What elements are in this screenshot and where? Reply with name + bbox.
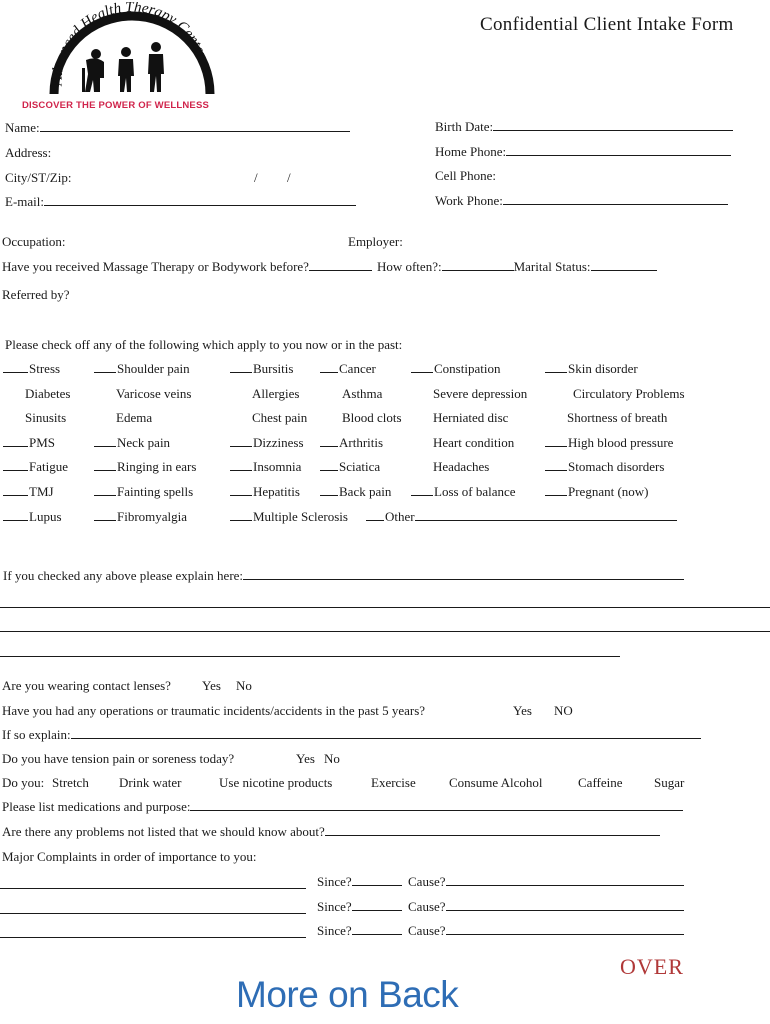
occupation-field[interactable] xyxy=(2,234,66,250)
condition-checkbox[interactable] xyxy=(3,509,62,525)
explain-field[interactable] xyxy=(3,568,684,584)
explain-label: If you checked any above please explain here: xyxy=(3,568,244,583)
condition-checkbox[interactable] xyxy=(94,410,152,426)
conditions-intro: Please check off any of the following which apply to you now or in the past: xyxy=(5,337,403,352)
complaint-line[interactable] xyxy=(0,913,306,914)
condition-label: Fibromyalgia xyxy=(117,509,188,524)
problems-field[interactable] xyxy=(2,824,660,840)
form-title: Confidential Client Intake Form xyxy=(480,14,734,35)
since-field[interactable] xyxy=(317,899,402,915)
condition-check-blank[interactable] xyxy=(94,361,116,373)
name-label: Name: xyxy=(5,120,40,135)
condition-check-blank[interactable] xyxy=(94,459,116,471)
condition-checkbox[interactable] xyxy=(94,386,191,402)
condition-label: Severe depression xyxy=(433,386,528,401)
condition-checkbox[interactable] xyxy=(3,459,68,475)
operations-question: Have you had any operations or traumatic incidents/accidents in the past 5 years? xyxy=(2,703,426,718)
condition-label: Chest pain xyxy=(252,410,308,425)
condition-label: Sciatica xyxy=(339,459,381,474)
condition-checkbox[interactable] xyxy=(230,484,300,500)
if-so-label: If so explain: xyxy=(2,727,71,742)
condition-label: Other xyxy=(385,509,415,524)
if-so-field[interactable] xyxy=(2,727,701,743)
condition-checkbox[interactable] xyxy=(230,459,301,475)
condition-check-blank[interactable] xyxy=(320,484,338,496)
condition-label: Bursitis xyxy=(253,361,294,376)
condition-label: Skin disorder xyxy=(568,361,638,376)
birth-date-label: Birth Date: xyxy=(435,119,494,134)
condition-checkbox[interactable] xyxy=(320,361,376,377)
condition-label: Multiple Sclerosis xyxy=(253,509,348,524)
tension-no-option[interactable]: No xyxy=(324,751,340,766)
condition-check-blank[interactable] xyxy=(545,435,567,447)
condition-label: Ringing in ears xyxy=(117,459,197,474)
address-label: Address: xyxy=(5,145,52,160)
condition-label: Stomach disorders xyxy=(568,459,665,474)
referred-label: Referred by? xyxy=(2,287,70,302)
condition-label: PMS xyxy=(29,435,56,450)
condition-label: Arthritis xyxy=(339,435,384,450)
condition-check-blank[interactable] xyxy=(320,435,338,447)
condition-check-blank[interactable] xyxy=(545,361,567,373)
condition-label: Varicose veins xyxy=(116,386,192,401)
logo xyxy=(30,2,230,102)
condition-checkbox[interactable] xyxy=(320,386,382,402)
condition-checkbox[interactable] xyxy=(411,410,508,426)
condition-label: Circulatory Problems xyxy=(573,386,685,401)
problems-label: Are there any problems not listed that we should know about? xyxy=(2,824,325,839)
condition-label: Fatigue xyxy=(29,459,68,474)
condition-checkbox[interactable] xyxy=(411,484,516,500)
employer-label: Employer: xyxy=(348,234,403,249)
condition-label: High blood pressure xyxy=(568,435,674,450)
condition-checkbox[interactable] xyxy=(411,459,489,475)
condition-checkbox[interactable] xyxy=(3,361,60,377)
condition-checkbox[interactable] xyxy=(366,509,678,525)
condition-label: Insomnia xyxy=(253,459,302,474)
condition-checkbox[interactable] xyxy=(3,435,55,451)
condition-label: Diabetes xyxy=(25,386,71,401)
condition-label: Shoulder pain xyxy=(117,361,190,376)
condition-label: Loss of balance xyxy=(434,484,516,499)
condition-label: Pregnant (now) xyxy=(568,484,649,499)
condition-check-blank[interactable] xyxy=(230,509,252,521)
since-field[interactable] xyxy=(317,923,402,939)
condition-check-blank[interactable] xyxy=(411,361,433,373)
since-label: Since? xyxy=(317,874,352,889)
how-often-label: How often?: xyxy=(376,259,442,274)
condition-label: Lupus xyxy=(29,509,62,524)
habit-option[interactable]: Exercise xyxy=(371,775,416,790)
cause-field[interactable] xyxy=(408,874,684,890)
condition-checkbox[interactable] xyxy=(94,435,170,451)
condition-checkbox[interactable] xyxy=(230,435,304,451)
condition-check-blank[interactable] xyxy=(545,484,567,496)
explain-line-2[interactable] xyxy=(0,631,770,632)
condition-checkbox[interactable] xyxy=(545,386,685,402)
birth-date-field[interactable] xyxy=(435,119,733,135)
tension-question: Do you have tension pain or soreness today? xyxy=(2,751,235,766)
condition-checkbox[interactable] xyxy=(545,435,673,451)
city-separator-1: / xyxy=(254,170,258,185)
cause-label: Cause? xyxy=(408,874,446,889)
cause-label: Cause? xyxy=(408,899,446,914)
city-field[interactable] xyxy=(5,170,71,186)
condition-label: Shortness of breath xyxy=(567,410,668,425)
explain-line-1[interactable] xyxy=(0,607,770,608)
condition-checkbox[interactable] xyxy=(545,484,649,500)
logo-figures-icon xyxy=(30,2,230,102)
since-label: Since? xyxy=(317,899,352,914)
condition-checkbox[interactable] xyxy=(411,361,500,377)
employer-field[interactable] xyxy=(348,234,403,250)
condition-label: Heart condition xyxy=(433,435,515,450)
condition-check-blank[interactable] xyxy=(230,459,252,471)
habit-option[interactable]: Stretch xyxy=(52,775,89,790)
condition-check-blank[interactable] xyxy=(3,459,28,471)
medications-label: Please list medications and purpose: xyxy=(2,799,191,814)
cause-field[interactable] xyxy=(408,899,684,915)
medications-field[interactable] xyxy=(2,799,683,815)
do-you-label: Do you: xyxy=(2,775,45,790)
condition-checkbox[interactable] xyxy=(94,484,193,500)
condition-checkbox[interactable] xyxy=(3,484,54,500)
contacts-question xyxy=(2,678,171,694)
condition-label: Blood clots xyxy=(342,410,402,425)
name-field[interactable] xyxy=(5,120,350,136)
condition-label: Asthma xyxy=(342,386,383,401)
condition-label: Constipation xyxy=(434,361,501,376)
condition-label: Cancer xyxy=(339,361,376,376)
complaints-heading: Major Complaints in order of importance to you: xyxy=(2,849,257,864)
condition-check-blank[interactable] xyxy=(230,484,252,496)
condition-checkbox[interactable] xyxy=(545,459,664,475)
work-phone-field[interactable] xyxy=(435,193,728,209)
condition-check-blank[interactable] xyxy=(94,484,116,496)
work-phone-label: Work Phone: xyxy=(435,193,503,208)
cell-phone-field[interactable] xyxy=(435,168,496,184)
condition-checkbox[interactable] xyxy=(320,484,391,500)
since-label: Since? xyxy=(317,923,352,938)
other-condition-line[interactable] xyxy=(415,509,677,521)
condition-label: Sinusits xyxy=(25,410,67,425)
condition-checkbox[interactable] xyxy=(94,459,196,475)
condition-checkbox[interactable] xyxy=(230,509,348,525)
condition-label: Edema xyxy=(116,410,153,425)
condition-checkbox[interactable] xyxy=(545,410,667,426)
condition-checkbox[interactable] xyxy=(320,435,383,451)
condition-check-blank[interactable] xyxy=(3,361,28,373)
condition-label: Fainting spells xyxy=(117,484,194,499)
condition-check-blank[interactable] xyxy=(411,484,433,496)
more-on-back-label: More on Back xyxy=(236,974,459,1015)
condition-check-blank[interactable] xyxy=(545,459,567,471)
condition-check-blank[interactable] xyxy=(230,435,252,447)
operations-yes-option[interactable]: Yes xyxy=(513,703,532,718)
condition-check-blank[interactable] xyxy=(230,361,252,373)
habit-option[interactable]: Use nicotine products xyxy=(219,775,333,790)
condition-label: Herniated disc xyxy=(433,410,509,425)
email-label: E-mail: xyxy=(5,194,44,209)
condition-check-blank[interactable] xyxy=(3,509,28,521)
email-field[interactable] xyxy=(5,194,356,210)
condition-check-blank[interactable] xyxy=(3,484,28,496)
condition-checkbox[interactable] xyxy=(411,386,527,402)
since-field[interactable] xyxy=(317,874,402,890)
habit-option[interactable]: Drink water xyxy=(119,775,182,790)
condition-check-blank[interactable] xyxy=(366,509,384,521)
over-label: OVER xyxy=(620,954,684,979)
condition-check-blank[interactable] xyxy=(94,509,116,521)
condition-checkbox[interactable] xyxy=(94,509,187,525)
cell-phone-label: Cell Phone: xyxy=(435,168,497,183)
condition-checkbox[interactable] xyxy=(411,435,514,451)
cause-label: Cause? xyxy=(408,923,446,938)
condition-label: Headaches xyxy=(433,459,490,474)
condition-check-blank[interactable] xyxy=(3,435,28,447)
condition-checkbox[interactable] xyxy=(230,386,299,402)
logo-tagline: DISCOVER THE POWER OF WELLNESS xyxy=(22,100,210,111)
condition-check-blank[interactable] xyxy=(94,435,116,447)
condition-checkbox[interactable] xyxy=(3,410,66,426)
referred-field[interactable] xyxy=(2,287,70,303)
contacts-yes-option[interactable]: Yes xyxy=(202,678,221,693)
contacts-question-label: Are you wearing contact lenses? xyxy=(2,678,171,693)
condition-label: Dizziness xyxy=(253,435,304,450)
tension-yes-option[interactable]: Yes xyxy=(296,751,315,766)
occupation-label: Occupation: xyxy=(2,234,66,249)
complaint-line[interactable] xyxy=(0,937,306,938)
city-label: City/ST/Zip: xyxy=(5,170,72,185)
condition-checkbox[interactable] xyxy=(320,459,380,475)
condition-check-blank[interactable] xyxy=(320,459,338,471)
condition-checkbox[interactable] xyxy=(3,386,70,402)
condition-checkbox[interactable] xyxy=(320,410,402,426)
home-phone-label: Home Phone: xyxy=(435,144,507,159)
marital-status-label: Marital Status: xyxy=(513,259,591,274)
city-separator-2: / xyxy=(287,170,291,185)
massage-question-label: Have you received Massage Therapy or Bodywork before? xyxy=(2,259,309,274)
habit-option[interactable]: Consume Alcohol xyxy=(449,775,543,790)
condition-label: Hepatitis xyxy=(253,484,300,499)
habit-option[interactable]: Caffeine xyxy=(578,775,623,790)
condition-label: Allergies xyxy=(252,386,300,401)
explain-line-3[interactable] xyxy=(0,656,620,657)
condition-checkbox[interactable] xyxy=(230,410,307,426)
cause-field[interactable] xyxy=(408,923,684,939)
logo-arc-text: Advanced Health Therapy Center xyxy=(49,2,211,86)
condition-checkbox[interactable] xyxy=(545,361,638,377)
condition-checkbox[interactable] xyxy=(230,361,293,377)
habit-option[interactable]: Sugar xyxy=(654,775,685,790)
operations-no-option[interactable]: NO xyxy=(554,703,573,718)
complaint-line[interactable] xyxy=(0,888,306,889)
condition-label: TMJ xyxy=(29,484,54,499)
condition-checkbox[interactable] xyxy=(94,361,190,377)
condition-label: Back pain xyxy=(339,484,392,499)
massage-question[interactable] xyxy=(2,259,657,275)
condition-label: Stress xyxy=(29,361,61,376)
home-phone-field[interactable] xyxy=(435,144,731,160)
address-field[interactable] xyxy=(5,145,51,161)
contacts-no-option[interactable]: No xyxy=(236,678,252,693)
condition-label: Neck pain xyxy=(117,435,171,450)
condition-check-blank[interactable] xyxy=(320,361,338,373)
